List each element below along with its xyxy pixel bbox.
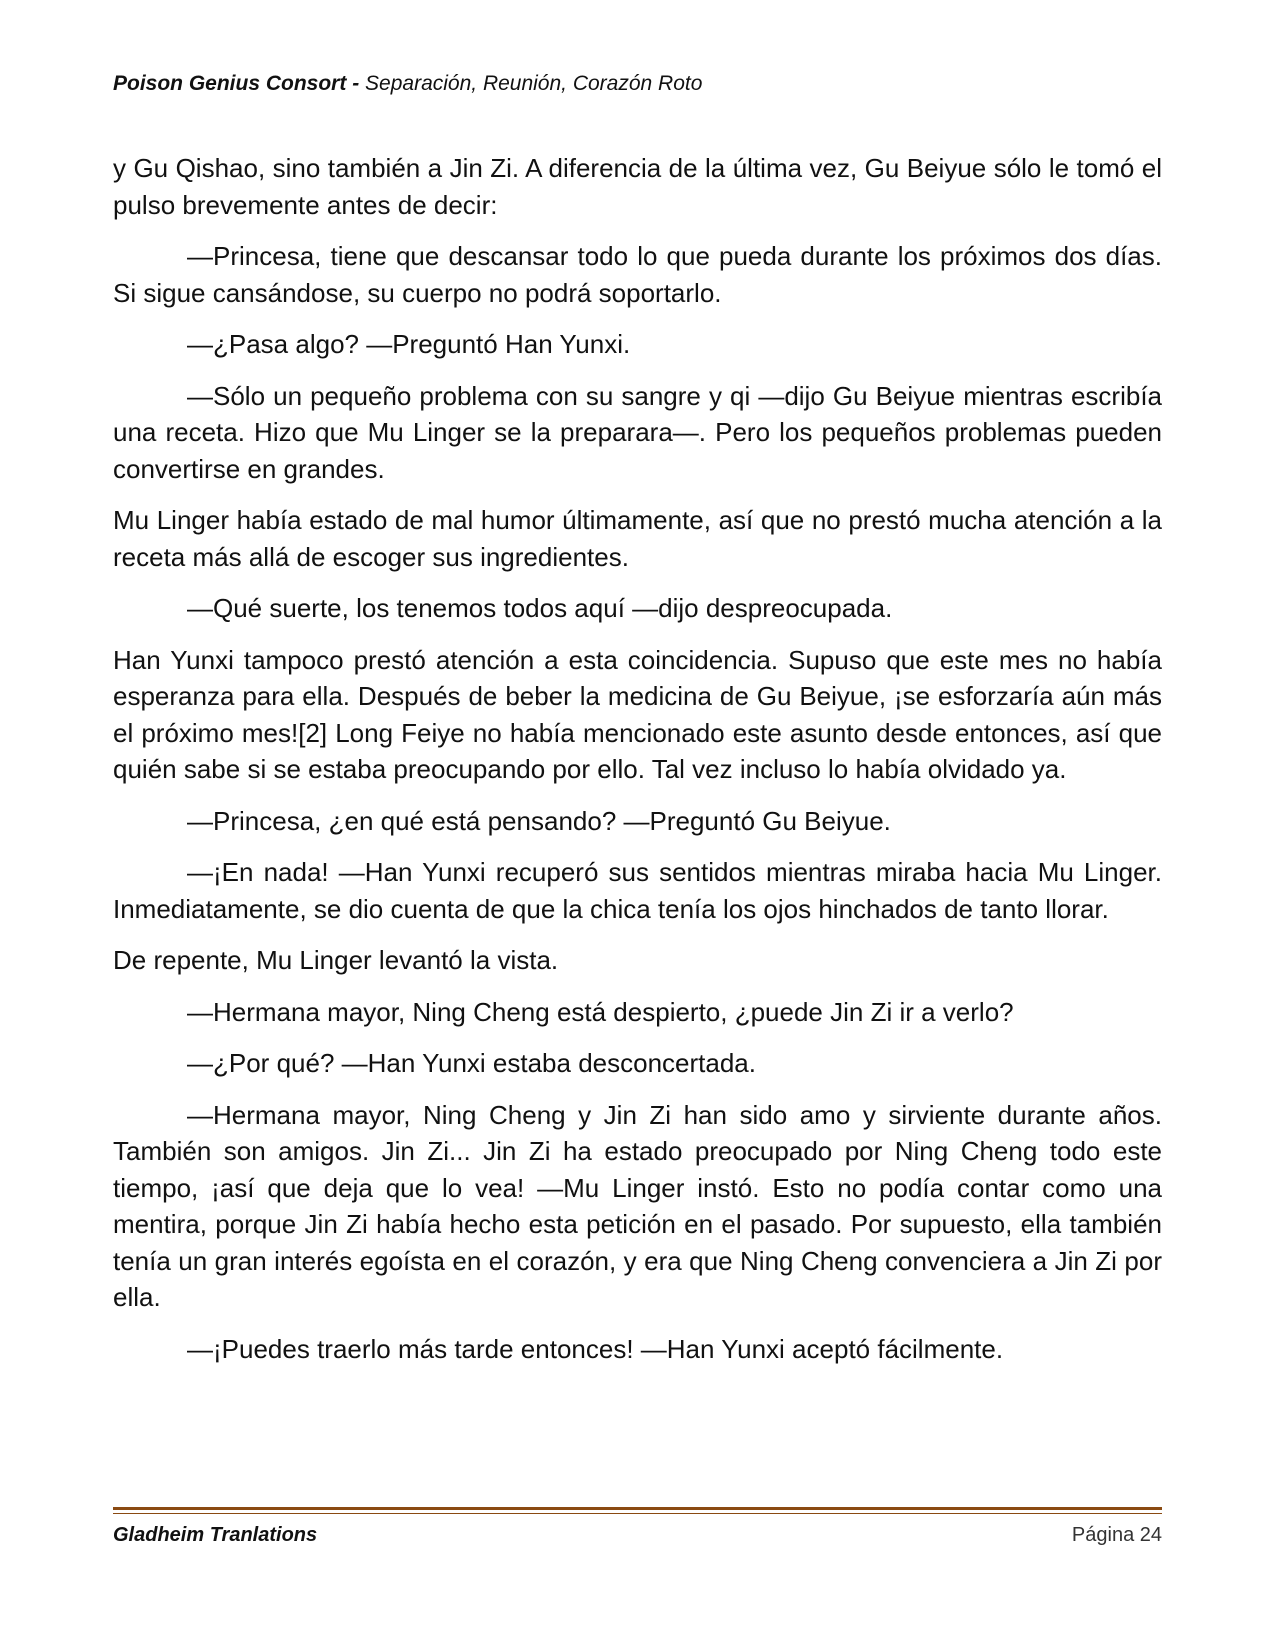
paragraph: —Sólo un pequeño problema con su sangre y qi —dijo Gu Beiyue mientras escribía una receta. Hizo que Mu Linger se la preparara—. Pero los pequeños problemas pueden convertirse en grandes. bbox=[113, 380, 1162, 484]
paragraph: —¿Pasa algo? —Preguntó Han Yunxi. bbox=[187, 329, 631, 359]
paragraph: y Gu Qishao, sino también a Jin Zi. A diferencia de la última vez, Gu Beiyue sólo le tomó el pulso brevemente antes de decir: bbox=[113, 153, 1162, 220]
paragraph: —¿Por qué? —Han Yunxi estaba desconcertada. bbox=[187, 1048, 756, 1078]
paragraph: De repente, Mu Linger levantó la vista. bbox=[113, 945, 559, 975]
footer-rule bbox=[113, 1507, 1162, 1510]
book-title: Poison Genius Consort bbox=[113, 72, 347, 95]
paragraph: Han Yunxi tampoco prestó atención a esta coincidencia. Supuso que este mes no había esperanza para ella. Después de beber la medicina de Gu Beiyue, ¡se esforzaría aún más el próximo mes![2] Long Feiye no había mencionado este asunto desde entonces, así que quién sabe si se estaba preocupando por ello. Tal vez incluso lo había olvidado ya. bbox=[113, 644, 1162, 784]
footer-publisher: Gladheim Tranlations bbox=[113, 1524, 318, 1546]
page-number: Página 24 bbox=[1071, 1524, 1162, 1546]
paragraph: —Princesa, ¿en qué está pensando? —Preguntó Gu Beiyue. bbox=[187, 805, 891, 836]
paragraph: —Hermana mayor, Ning Cheng y Jin Zi han sido amo y sirviente durante años. También son amigos. Jin Zi... Jin Zi ha estado preocupado por Ning Cheng todo este tiempo, ¡así que deja que lo vea! —Mu Linger instó. Esto no podía contar como una mentira, porque Jin Zi había hecho esta petición en el pasado. Por supuesto, ella también tenía un gran interés egoísta en el corazón, y era que Ning Cheng convenciera a Jin Zi por ella. bbox=[113, 1099, 1162, 1312]
paragraph: —Princesa, tiene que descansar todo lo que pueda durante los próximos dos días. Si sigue cansándose, su cuerpo no podrá soportarlo. bbox=[113, 241, 1162, 308]
paragraph: —¡En nada! —Han Yunxi recuperó sus sentidos mientras miraba hacia Mu Linger. Inmediatamente, se dio cuenta de que la chica tenía los ojos hinchados de tanto llorar. bbox=[113, 857, 1162, 924]
paragraph: —Hermana mayor, Ning Cheng está despierto, ¿puede Jin Zi ir a verlo? bbox=[187, 996, 1014, 1027]
footer-rule-thin bbox=[113, 1513, 1162, 1514]
paragraph: —¡Puedes traerlo más tarde entonces! —Han Yunxi aceptó fácilmente. bbox=[187, 1333, 1004, 1364]
paragraph: Mu Linger había estado de mal humor últimamente, así que no prestó mucha atención a la receta más allá de escoger sus ingredientes. bbox=[113, 505, 1162, 572]
body-text bbox=[113, 150, 1162, 1382]
header-separator: - bbox=[346, 72, 366, 95]
paragraph: —Qué suerte, los tenemos todos aquí —dijo despreocupada. bbox=[187, 593, 893, 623]
chapter-title: Separación, Reunión, Corazón Roto bbox=[365, 72, 703, 95]
page-header bbox=[113, 72, 702, 96]
